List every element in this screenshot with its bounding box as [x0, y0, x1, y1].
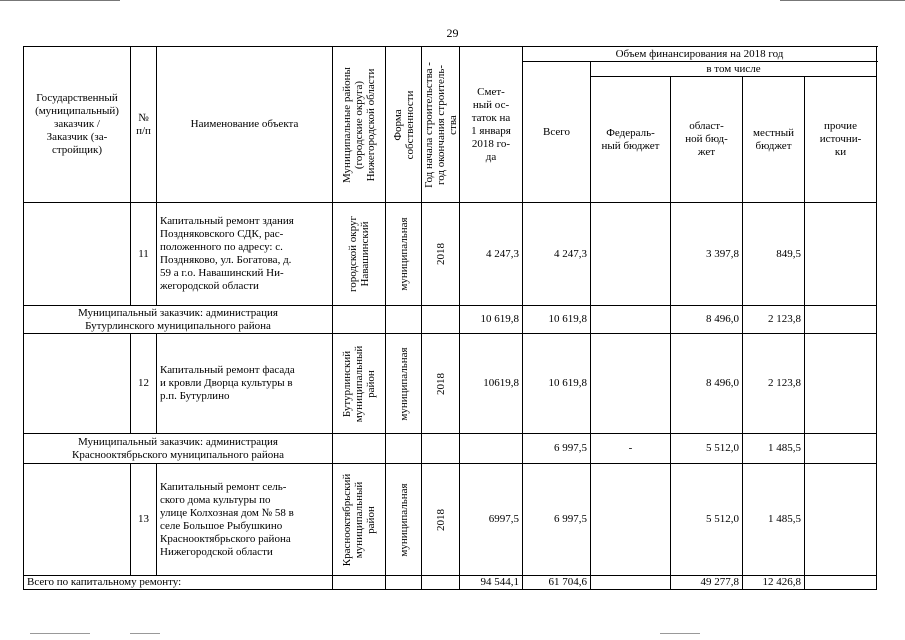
row-ownership: муниципальная [386, 203, 422, 306]
row-total: 6 997,5 [523, 464, 591, 576]
group-federal [591, 306, 671, 334]
table-row [24, 464, 877, 576]
header-years: Год начала строительства - год окончания строитель- ства [422, 47, 460, 203]
group-total: 10 619,8 [523, 306, 591, 334]
row-ownership: муниципальная [386, 464, 422, 576]
row-local: 1 485,5 [743, 464, 805, 576]
group-local: 2 123,8 [743, 306, 805, 334]
group-row [24, 434, 877, 464]
header-ownership: Форма собственности [386, 47, 422, 203]
header-total: Всего [523, 62, 591, 203]
group-label: Муниципальный заказчик: администрация Бутурлинского муниципального района [24, 306, 333, 334]
row-total: 4 247,3 [523, 203, 591, 306]
grand-total-label: Всего по капитальному ремонту: [24, 576, 333, 590]
group-other [805, 306, 877, 334]
financing-table [23, 46, 877, 590]
group-other [805, 434, 877, 464]
header-local: местный бюджет [743, 77, 805, 203]
row-federal [591, 334, 671, 434]
row-other [805, 464, 877, 576]
row-year: 2018 [422, 334, 460, 434]
group-federal: - [591, 434, 671, 464]
grand-total-row [24, 576, 877, 590]
row-num: 11 [131, 203, 157, 306]
row-estimate: 4 247,3 [460, 203, 523, 306]
row-customer-cell [24, 334, 131, 434]
row-estimate: 6997,5 [460, 464, 523, 576]
bottom-rule [130, 633, 160, 634]
table-row [24, 334, 877, 434]
grand-total-estimate: 94 544,1 [460, 576, 523, 590]
page-number: 29 [446, 26, 459, 40]
header-including: в том числе [591, 62, 877, 77]
grand-total-regional: 49 277,8 [671, 576, 743, 590]
row-object-name: Капитальный ремонт фасада и кровли Дворца культуры в р.п. Бутурлино [157, 334, 333, 434]
row-district: Бутурлинский муниципальный район [333, 334, 386, 434]
row-ownership: муниципальная [386, 334, 422, 434]
top-rule-right [780, 0, 905, 1]
row-customer-cell [24, 464, 131, 576]
row-local: 849,5 [743, 203, 805, 306]
header-regional: област- ной бюд- жет [671, 77, 743, 203]
row-local: 2 123,8 [743, 334, 805, 434]
group-estimate [460, 434, 523, 464]
group-regional: 5 512,0 [671, 434, 743, 464]
header-federal: Федераль- ный бюджет [591, 77, 671, 203]
header-districts: Муниципальные районы (городские округа) Нижегородской области [333, 47, 386, 203]
bottom-rule [660, 633, 700, 634]
row-other [805, 334, 877, 434]
row-regional: 3 397,8 [671, 203, 743, 306]
header-estimate: Смет- ный ос- таток на 1 января 2018 го- да [460, 47, 523, 203]
row-object-name: Капитальный ремонт здания Поздняковского СДК, рас- положенного по адресу: с. Поздняково, ул. Богатова, д. 59 а г.о. Навашинский Ни- жегородской области [157, 203, 333, 306]
group-regional: 8 496,0 [671, 306, 743, 334]
row-federal [591, 464, 671, 576]
row-num: 12 [131, 334, 157, 434]
row-customer-cell [24, 203, 131, 306]
header-financing: Объем финансирования на 2018 год [523, 47, 877, 62]
row-year: 2018 [422, 464, 460, 576]
row-district: Краснооктябрьский муниципальный район [333, 464, 386, 576]
group-row [24, 306, 877, 334]
group-local: 1 485,5 [743, 434, 805, 464]
grand-total-local: 12 426,8 [743, 576, 805, 590]
row-estimate: 10619,8 [460, 334, 523, 434]
group-total: 6 997,5 [523, 434, 591, 464]
grand-total-total: 61 704,6 [523, 576, 591, 590]
header-object-name: Наименование объекта [157, 47, 333, 203]
row-object-name: Капитальный ремонт сель- ского дома культуры по улице Колхозная дом № 58 в селе Большое Рыбушкино Краснооктябрьского района Нижегородской области [157, 464, 333, 576]
group-label: Муниципальный заказчик: администрация Краснооктябрьского муниципального района [24, 434, 333, 464]
grand-total-other [805, 576, 877, 590]
grand-total-federal [591, 576, 671, 590]
table-row [24, 203, 877, 306]
header-customer: Государственный (муниципальный) заказчик / Заказчик (за- стройщик) [24, 47, 131, 203]
row-regional: 5 512,0 [671, 464, 743, 576]
row-total: 10 619,8 [523, 334, 591, 434]
group-estimate: 10 619,8 [460, 306, 523, 334]
top-rule-left [0, 0, 120, 1]
row-district: городской округ Навашинский [333, 203, 386, 306]
row-regional: 8 496,0 [671, 334, 743, 434]
row-num: 13 [131, 464, 157, 576]
row-year: 2018 [422, 203, 460, 306]
header-num: № п/п [131, 47, 157, 203]
row-federal [591, 203, 671, 306]
header-other: прочие источни- ки [805, 77, 877, 203]
bottom-rule [30, 633, 90, 634]
row-other [805, 203, 877, 306]
